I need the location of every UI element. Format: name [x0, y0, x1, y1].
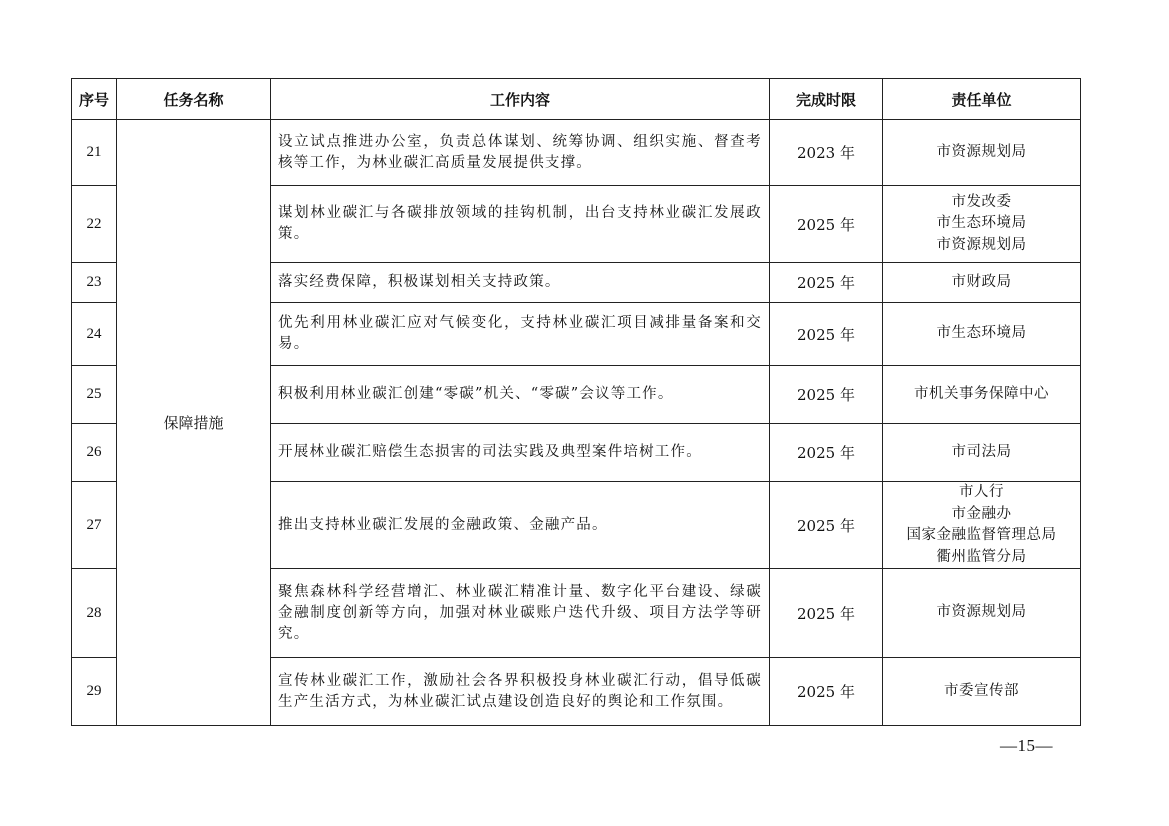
row-content: 优先利用林业碳汇应对气候变化，支持林业碳汇项目减排量备案和交易。 — [271, 303, 770, 366]
row-number: 22 — [72, 186, 117, 263]
row-number: 29 — [72, 658, 117, 726]
unit-line: 市机关事务保障中心 — [914, 385, 1049, 402]
page-number: —15— — [1000, 736, 1053, 755]
row-deadline: 2025 年 — [770, 569, 883, 658]
row-content: 开展林业碳汇赔偿生态损害的司法实践及典型案件培树工作。 — [271, 424, 770, 482]
row-unit — [883, 366, 1081, 424]
row-number: 28 — [72, 569, 117, 658]
task-table — [71, 78, 1081, 726]
unit-line: 市生态环境局 — [936, 325, 1027, 342]
row-number: 21 — [72, 120, 117, 186]
header-content: 工作内容 — [271, 79, 770, 120]
unit-line: 市委宣传部 — [944, 682, 1019, 699]
unit-line: 市人行 — [959, 484, 1004, 500]
header-responsible-unit: 责任单位 — [883, 79, 1081, 120]
row-unit — [883, 303, 1081, 366]
row-unit — [883, 658, 1081, 726]
row-number: 24 — [72, 303, 117, 366]
unit-line: 衢州监管分局 — [936, 548, 1027, 565]
row-deadline: 2023 年 — [770, 120, 883, 186]
row-unit — [883, 120, 1081, 186]
unit-line: 市生态环境局 — [936, 215, 1027, 232]
row-deadline: 2025 年 — [770, 263, 883, 303]
unit-line: 市发改委 — [951, 193, 1012, 210]
row-content: 谋划林业碳汇与各碳排放领域的挂钩机制，出台支持林业碳汇发展政策。 — [271, 186, 770, 263]
row-deadline: 2025 年 — [770, 186, 883, 263]
unit-line: 市资源规划局 — [936, 143, 1027, 160]
row-unit — [883, 569, 1081, 658]
row-content: 落实经费保障，积极谋划相关支持政策。 — [271, 263, 770, 303]
row-deadline: 2025 年 — [770, 303, 883, 366]
header-seq: 序号 — [72, 79, 117, 120]
unit-line: 市资源规划局 — [936, 236, 1027, 253]
header-task-name: 任务名称 — [117, 79, 271, 120]
row-number: 26 — [72, 424, 117, 482]
row-content: 设立试点推进办公室，负责总体谋划、统筹协调、组织实施、督查考核等工作，为林业碳汇高质量发展提供支撑。 — [271, 120, 770, 186]
row-content: 积极利用林业碳汇创建“零碳”机关、“零碳”会议等工作。 — [271, 366, 770, 424]
row-deadline: 2025 年 — [770, 366, 883, 424]
header-deadline: 完成时限 — [770, 79, 883, 120]
row-deadline: 2025 年 — [770, 482, 883, 569]
row-number: 23 — [72, 263, 117, 303]
unit-line: 市资源规划局 — [936, 604, 1027, 621]
unit-line: 市财政局 — [951, 273, 1012, 290]
row-content: 推出支持林业碳汇发展的金融政策、金融产品。 — [271, 482, 770, 569]
row-content: 聚焦森林科学经营增汇、林业碳汇精准计量、数字化平台建设、绿碳金融制度创新等方向，加强对林业碳账户迭代升级、项目方法学等研究。 — [271, 569, 770, 658]
row-number: 27 — [72, 482, 117, 569]
row-deadline: 2025 年 — [770, 424, 883, 482]
table-row — [72, 120, 1081, 186]
task-name-cell: 保障措施 — [117, 120, 271, 726]
unit-line: 市金融办 — [951, 505, 1012, 522]
unit-line: 市司法局 — [951, 443, 1012, 460]
row-unit — [883, 424, 1081, 482]
row-unit — [883, 482, 1081, 569]
row-unit — [883, 263, 1081, 303]
table-header-row — [72, 79, 1081, 120]
row-deadline: 2025 年 — [770, 658, 883, 726]
row-number: 25 — [72, 366, 117, 424]
unit-line: 国家金融监督管理总局 — [906, 527, 1057, 543]
row-content: 宣传林业碳汇工作，激励社会各界积极投身林业碳汇行动，倡导低碳生产生活方式，为林业碳汇试点建设创造良好的舆论和工作氛围。 — [271, 658, 770, 726]
row-unit — [883, 186, 1081, 263]
